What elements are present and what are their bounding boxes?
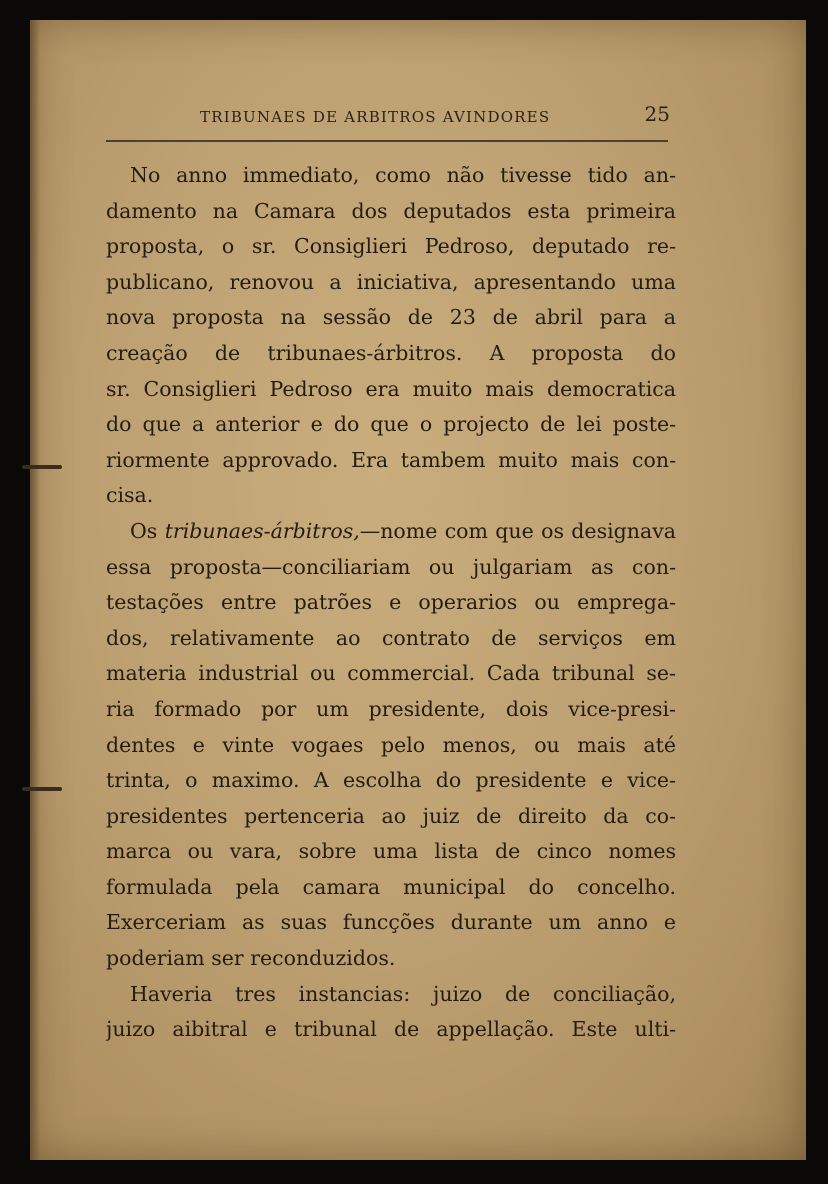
text-line: marca ou vara, sobre uma lista de cinco nomes [106, 839, 676, 864]
text-line: formulada pela camara municipal do concelho. [106, 874, 676, 899]
text-line: cisa. [106, 483, 154, 508]
page-number: 25 [644, 102, 670, 126]
text-line: Haveria tres instancias: juizo de conciliação, [130, 981, 676, 1006]
text-line: juizo aibitral e tribunal de appellação. Este ulti- [106, 1017, 676, 1042]
text-run: —nome com que os designava [359, 518, 676, 543]
paragraph [106, 977, 676, 1048]
text-line: dos, relativamente ao contrato de serviços em [106, 625, 676, 650]
text-line: dentes e vinte vogaes pelo menos, ou mais até [106, 732, 676, 757]
text-line: creação de tribunaes-árbitros. A proposta do [106, 340, 676, 365]
body-text [106, 158, 676, 1048]
text-line: do que a anterior e do que o projecto de lei poste- [106, 412, 676, 437]
text-line: poderiam ser reconduzidos. [106, 946, 396, 971]
italic-term: tribunaes-árbitros, [164, 518, 360, 543]
text-line: trinta, o maximo. A escolha do presidente e vice- [106, 768, 676, 793]
binding-stitch-mark [22, 787, 62, 791]
binding-stitch-mark [22, 465, 62, 469]
book-page [30, 20, 806, 1160]
text-line: sr. Consiglieri Pedroso era muito mais democratica [106, 376, 676, 401]
running-title: TRIBUNAES DE ARBITROS AVINDORES [200, 108, 551, 126]
text-line: publicano, renovou a iniciativa, apresentando uma [106, 269, 676, 294]
text-line: No anno immediato, como não tivesse tido an- [130, 163, 676, 187]
running-header [200, 102, 700, 132]
text-line: Exerceriam as suas funcções durante um anno e [106, 910, 676, 935]
text-line: riormente approvado. Era tambem muito mais con- [106, 447, 676, 472]
text-line: proposta, o sr. Consiglieri Pedroso, deputado re- [106, 234, 676, 259]
paragraph [106, 158, 676, 514]
text-run: Os [130, 518, 158, 543]
text-line: essa proposta—conciliariam ou julgariam as con- [106, 554, 676, 579]
text-line: presidentes pertenceria ao juiz de direito da co- [106, 803, 676, 828]
text-line: materia industrial ou commercial. Cada tribunal se- [106, 661, 676, 686]
text-line: nova proposta na sessão de 23 de abril para a [106, 305, 676, 330]
text-line: testações entre patrões e operarios ou emprega- [106, 590, 676, 615]
paragraph [106, 514, 676, 977]
page-binding-edge [30, 20, 40, 1160]
text-line: ria formado por um presidente, dois vice-presi- [106, 696, 676, 721]
header-rule [106, 140, 668, 142]
text-line [106, 514, 676, 550]
text-line: damento na Camara dos deputados esta primeira [106, 198, 676, 223]
